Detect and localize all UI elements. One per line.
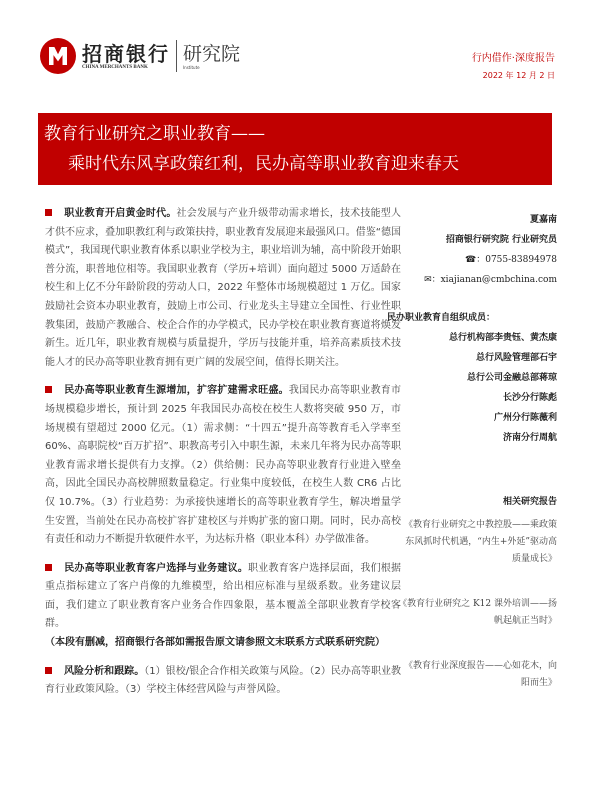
team-member: 广州分行陈薇利 — [493, 413, 557, 423]
team-member: 济南分行周航 — [502, 433, 557, 443]
section-lead: 职业教育开启黄金时代。 — [64, 208, 177, 219]
institute-en: Institute — [183, 64, 200, 70]
section-lead: 风险分析和跟踪。 — [64, 665, 145, 677]
institute: 研究院 — [183, 42, 241, 65]
section-body: 社会发展与产业升级带动需求增长，技术技能型人才供不应求，叠加职教红利与政策扶持，职业教育发展迎来最强风口。借鉴“德国模式”，我国现代职业教育体系以职业学校为主，职业培训为辅，高中阶段开始职普分流，职普地位相等。我国职业教育（学历+培训）面向超过 5000 万适龄在校生和上亿不分年龄阶段的劳动人口，2022 年整体市场规模超过 1 万亿。国家鼓励社会资本办职业教育，鼓励上市公司、行业龙头主导建立全国性、行业性职教集团，鼓励产教融合、校企合作的办学模式，民办学校在职业教育赛道将焕发新生。近几年，职业教育规模与质量提升，学历与技能并重，培养高素质技术技能人才的民办高等职业教育拥有更广阔的发展空间，值得长期关注。 — [45, 208, 402, 368]
subtitle: 乘时代东风享政策红利，民办高等职业教育迎来春天 — [68, 154, 459, 174]
related-heading: 相关研究报告 — [502, 497, 557, 507]
logo-en: CHINA MERCHANTS BANK — [82, 64, 148, 70]
title: 教育行业研究之职业教育—— — [44, 124, 265, 144]
team-member: 总行机构部李贵钰、黄杰康 — [448, 333, 557, 343]
report-date: 2022 年 12 月 2 日 — [482, 71, 555, 80]
related-report[interactable]: 《教育行业深度报告——心如花木，向阳而生》 — [403, 661, 557, 688]
related-report[interactable]: 《教育行业研究之中教控股——乘政策东风抓时代机遇，“内生+外延”驱动高质量成长》 — [403, 520, 557, 564]
section — [45, 663, 401, 700]
title-banner — [38, 113, 552, 185]
phone-icon: ☎ — [465, 255, 477, 265]
section — [45, 560, 401, 653]
team-member: 长沙分行陈彪 — [502, 393, 557, 403]
team-member: 总行风险管理部石宇 — [475, 353, 557, 363]
section-body: （1）银校/银企合作相关政策与风险。（2）民办高等职业教育行业政策风险。（3）学校主体经营风险与声誉风险。 — [45, 665, 402, 696]
section-note: （本段有删减，招商银行各部如需报告原文请参照文末联系方式联系研究院） — [45, 637, 385, 649]
section-body: 职业教育客户选择层面，我们根据重点指标建立了客户肖像的九维模型，给出相应标准与星级系数。业务建议层面，我们建立了职业教育客户业务合作四象限，基本覆盖全部职业教育学校客群。 — [45, 562, 402, 630]
author-phone: ：0755-83894978 — [476, 255, 557, 265]
team-member: 总行公司金融总部蒋琼 — [466, 373, 557, 383]
mail-icon: ✉ — [424, 275, 432, 285]
author-email[interactable]: ：xiajianan@cmbchina.com — [431, 275, 557, 285]
bullet-icon — [45, 386, 52, 393]
section-lead: 民办高等职业教育客户选择与业务建议。 — [64, 562, 249, 574]
logo-cn: 招商银行 — [82, 41, 170, 66]
section — [45, 205, 401, 372]
section-body: 我国民办高等职业教育市场规模稳步增长，预计到 2025 年我国民办高校在校生人数将突破 950 万，市场规模有望超过 2000 亿元。（1）需求侧：“十四五”提升高等教育毛入学率至 60%、高职院校“百万扩招”、职教高考引入中职生源，未来几年将为民办高等职业教育需求增长提供有力支撑。（2）供给侧：民办高等职业教育行业进入壁垒高，因此全国民办高校牌照数量稳定。行业集中度较低，在校生人数 CR6 占比仅 10.7%。（3）行业趋势：为承接快速增长的高等职业教育学生，解决增量学生安置，当前处在民办高校扩容扩建校区与并购扩张的窗口期。同时，民办高校有责任和动力不断提升软硬件水平，为达标升格（职业本科）办学做准备。 — [45, 385, 402, 546]
logo — [40, 38, 240, 74]
bullet-icon — [45, 209, 52, 216]
author-title: 招商银行研究院 行业研究员 — [445, 235, 557, 245]
summary — [45, 205, 401, 710]
cmb-logo-icon — [40, 38, 76, 74]
team-heading: 民办职业教育自组织成员： — [387, 313, 496, 323]
author-panel — [387, 210, 557, 448]
section-lead: 民办高等职业教育生源增加，扩容扩建需求旺盛。 — [64, 385, 289, 397]
bullet-icon — [45, 564, 52, 571]
author-name: 夏嘉南 — [529, 215, 557, 225]
divider — [176, 40, 177, 72]
report-tag: 行内借作·深度报告 — [471, 53, 555, 64]
related-reports — [397, 494, 557, 720]
bullet-icon — [45, 667, 52, 674]
related-report[interactable]: 《教育行业研究之 K12 课外培训——扬帆起航正当时》 — [398, 599, 557, 626]
section — [45, 382, 401, 549]
